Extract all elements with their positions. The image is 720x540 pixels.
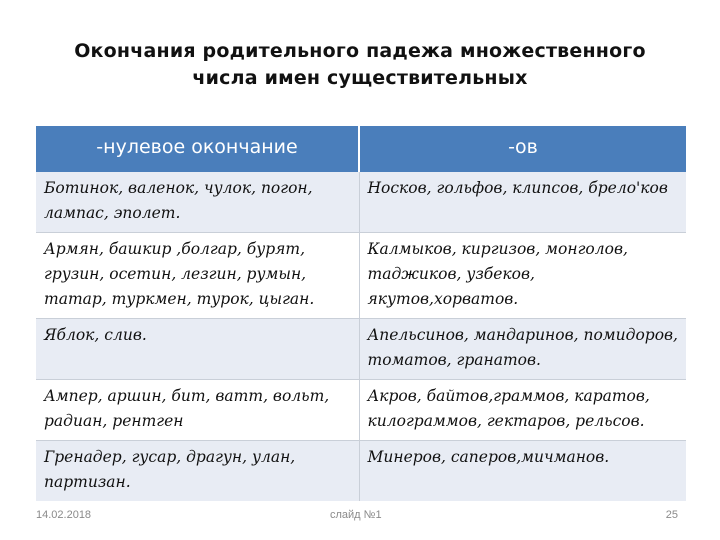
cell-zero-ending: Ампер, аршин, бит, ватт, вольт, радиан, рентген xyxy=(36,380,359,441)
slide-title-line-2: числа имен существительных xyxy=(192,67,528,89)
table-row xyxy=(36,380,686,441)
table-row xyxy=(36,172,686,233)
cell-zero-ending: Армян, башкир ,болгар, бурят, грузин, осетин, лезгин, румын, татар, туркмен, турок, цыган. xyxy=(36,233,359,319)
footer-date: 14.02.2018 xyxy=(36,509,92,521)
header-zero-ending: -нулевое окончание xyxy=(36,126,359,172)
table-row xyxy=(36,319,686,380)
footer-slide-label: слайд №1 xyxy=(330,509,382,521)
header-ov-ending: -ов xyxy=(359,126,686,172)
table-header-row xyxy=(36,126,686,172)
cell-ov-ending: Носков, гольфов, клипсов, брело'ков xyxy=(359,172,686,233)
cell-zero-ending: Ботинок, валенок, чулок, погон, лампас, эполет. xyxy=(36,172,359,233)
table-row xyxy=(36,441,686,502)
endings-table xyxy=(36,126,686,501)
cell-zero-ending: Гренадер, гусар, драгун, улан, партизан. xyxy=(36,441,359,502)
cell-ov-ending: Апельсинов, мандаринов, помидоров, томатов, гранатов. xyxy=(359,319,686,380)
footer-page-number: 25 xyxy=(665,509,678,521)
cell-ov-ending: Минеров, саперов,мичманов. xyxy=(359,441,686,502)
cell-ov-ending: Калмыков, киргизов, монголов, таджиков, узбеков, якутов,хорватов. xyxy=(359,233,686,319)
slide-title xyxy=(20,38,700,92)
slide-title-line-1: Окончания родительного падежа множественного xyxy=(74,40,646,62)
cell-ov-ending: Акров, байтов,граммов, каратов, килограммов, гектаров, рельсов. xyxy=(359,380,686,441)
table-row xyxy=(36,233,686,319)
cell-zero-ending: Яблок, слив. xyxy=(36,319,359,380)
